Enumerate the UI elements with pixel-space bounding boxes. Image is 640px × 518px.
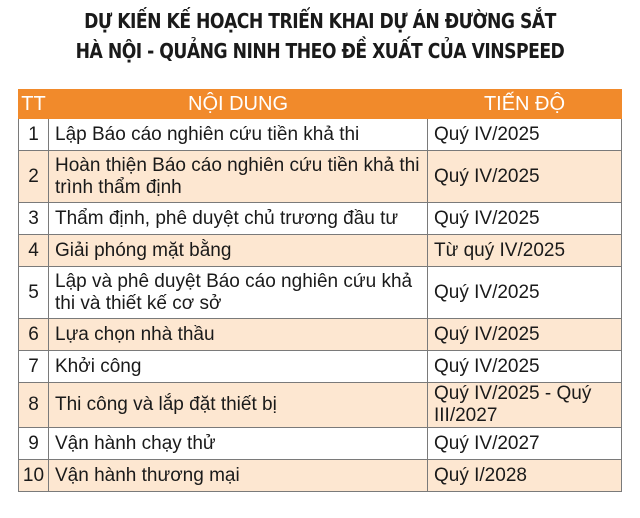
row-number: 7 <box>19 351 49 383</box>
row-content: Thẩm định, phê duyệt chủ trương đầu tư <box>49 203 428 235</box>
table-row <box>19 383 622 428</box>
row-content: Vận hành thương mại <box>49 460 428 492</box>
row-content: Hoàn thiện Báo cáo nghiên cứu tiền khả thi trình thẩm định <box>49 151 428 203</box>
row-progress: Quý IV/2025 <box>428 319 622 351</box>
table-row <box>19 460 622 492</box>
row-content: Lựa chọn nhà thầu <box>49 319 428 351</box>
table-row <box>19 151 622 203</box>
row-content: Vận hành chạy thử <box>49 428 428 460</box>
row-number: 9 <box>19 428 49 460</box>
table-row <box>19 203 622 235</box>
header-row <box>19 90 622 119</box>
row-number: 2 <box>19 151 49 203</box>
row-progress: Quý IV/2025 <box>428 351 622 383</box>
table-body <box>19 119 622 492</box>
table-row <box>19 119 622 151</box>
row-number: 10 <box>19 460 49 492</box>
table-row <box>19 319 622 351</box>
row-number: 8 <box>19 383 49 428</box>
table-row <box>19 235 622 267</box>
row-number: 4 <box>19 235 49 267</box>
row-content: Giải phóng mặt bằng <box>49 235 428 267</box>
header-tt: TT <box>19 90 49 119</box>
page-title <box>45 6 595 66</box>
schedule-table <box>18 89 622 492</box>
row-content: Thi công và lắp đặt thiết bị <box>49 383 428 428</box>
table-header <box>19 90 622 119</box>
row-progress: Quý IV/2025 <box>428 119 622 151</box>
row-progress: Từ quý IV/2025 <box>428 235 622 267</box>
row-progress: Quý IV/2025 <box>428 203 622 235</box>
row-number: 6 <box>19 319 49 351</box>
row-progress: Quý IV/2027 <box>428 428 622 460</box>
table-row <box>19 351 622 383</box>
row-number: 5 <box>19 267 49 319</box>
row-progress: Quý IV/2025 <box>428 151 622 203</box>
header-tien-do: TIẾN ĐỘ <box>428 90 622 119</box>
row-progress: Quý IV/2025 - Quý III/2027 <box>428 383 622 428</box>
title-line-1: DỰ KIẾN KẾ HOẠCH TRIỂN KHAI DỰ ÁN ĐƯỜNG SẮT <box>84 9 556 33</box>
row-content: Khởi công <box>49 351 428 383</box>
table-row <box>19 267 622 319</box>
title-line-2: HÀ NỘI - QUẢNG NINH THEO ĐỀ XUẤT CỦA VINSPEED <box>75 39 565 63</box>
row-content: Lập và phê duyệt Báo cáo nghiên cứu khả thi và thiết kế cơ sở <box>49 267 428 319</box>
row-content: Lập Báo cáo nghiên cứu tiền khả thi <box>49 119 428 151</box>
header-noi-dung: NỘI DUNG <box>49 90 428 119</box>
row-progress: Quý I/2028 <box>428 460 622 492</box>
row-number: 1 <box>19 119 49 151</box>
table-row <box>19 428 622 460</box>
row-number: 3 <box>19 203 49 235</box>
row-progress: Quý IV/2025 <box>428 267 622 319</box>
